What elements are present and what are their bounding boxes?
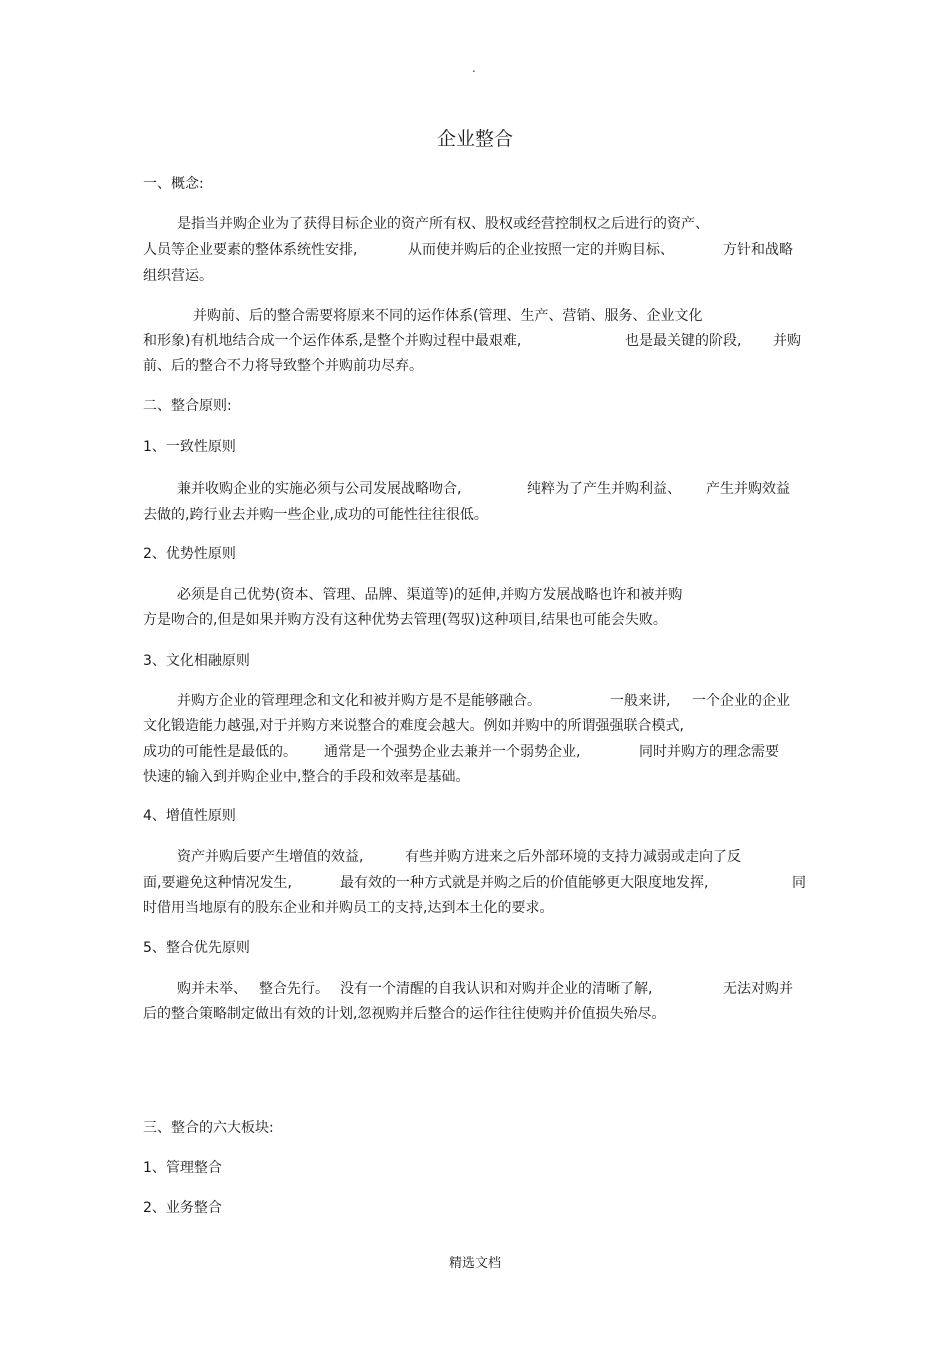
text-run: 有些并购方进来之后外部环境的支持力减弱或走向了反: [405, 849, 741, 865]
text-run: 成功的可能性是最低的。: [143, 744, 297, 760]
text-run: 整合先行。: [259, 981, 329, 997]
text-run: 组织营运。: [143, 268, 213, 284]
text-run: 无法对购并: [723, 981, 793, 997]
principle-heading: 1、一致性原则: [143, 439, 236, 455]
text-run: 后的整合策略制定做出有效的计划,忽视购并后整合的运作往往使购并价值损失殆尽。: [143, 1006, 666, 1022]
page-footer: 精选文档: [448, 1256, 501, 1271]
principle-heading: 4、增值性原则: [143, 808, 236, 824]
text-run: 购并未举、: [177, 981, 247, 997]
text-run: 同: [792, 875, 806, 891]
text-run: 最有效的一种方式就是并购之后的价值能够更大限度地发挥,: [340, 875, 709, 891]
text-run: 兼并收购企业的实施必须与公司发展战略吻合,: [177, 481, 462, 497]
list-item: 2、业务整合: [143, 1200, 222, 1216]
text-run: 是指当并购企业为了获得目标企业的资产所有权、股权或经营控制权之后进行的资产、: [177, 216, 709, 232]
section-heading-six-modules: 三、整合的六大板块:: [143, 1120, 274, 1136]
text-run: 面,要避免这种情况发生,: [143, 875, 292, 891]
text-run: 方针和战略: [723, 242, 793, 258]
text-run: 前、后的整合不力将导致整个并购前功尽弃。: [143, 358, 423, 374]
header-mark: .: [472, 61, 476, 75]
text-run: 没有一个清醒的自我认识和对购并企业的清晰了解,: [340, 981, 653, 997]
text-run: 一般来讲,: [610, 693, 671, 709]
text-run: 文化锻造能力越强,对于并购方来说整合的难度会越大。例如并购中的所谓强强联合模式,: [143, 718, 684, 734]
text-run: 并购: [773, 333, 801, 349]
text-run: 方是吻合的,但是如果并购方没有这种优势去管理(驾驭)这种项目,结果也可能会失败。: [143, 612, 667, 628]
principle-heading: 3、文化相融原则: [143, 653, 250, 669]
text-run: 去做的,跨行业去并购一些企业,成功的可能性往往很低。: [143, 507, 488, 523]
principle-heading: 2、优势性原则: [143, 546, 236, 562]
principle-heading: 5、整合优先原则: [143, 940, 250, 956]
text-run: 和形象)有机地结合成一个运作体系,是整个并购过程中最艰难,: [143, 333, 522, 349]
text-run: 从而使并购后的企业按照一定的并购目标、: [408, 242, 674, 258]
text-run: 必须是自己优势(资本、管理、品牌、渠道等)的延伸,并购方发展战略也许和被并购: [177, 587, 683, 603]
text-run: 并购方企业的管理理念和文化和被并购方是不是能够融合。: [177, 693, 541, 709]
text-run: 一个企业的企业: [692, 693, 790, 709]
section-heading-concept: 一、概念:: [143, 176, 204, 192]
text-run: 通常是一个强势企业去兼并一个弱势企业,: [324, 744, 581, 760]
text-run: 人员等企业要素的整体系统性安排,: [143, 242, 358, 258]
text-run: 时借用当地原有的股东企业和并购员工的支持,达到本土化的要求。: [143, 900, 554, 916]
text-run: 资产并购后要产生增值的效益,: [177, 849, 364, 865]
text-run: 纯粹为了产生并购利益、: [527, 481, 681, 497]
text-run: 也是最关键的阶段,: [625, 333, 742, 349]
page-title: 企业整合: [436, 128, 513, 150]
text-run: 产生并购效益: [706, 481, 790, 497]
section-heading-principles: 二、整合原则:: [143, 398, 232, 414]
text-run: 同时并购方的理念需要: [639, 744, 779, 760]
text-run: 快速的输入到并购企业中,整合的手段和效率是基础。: [143, 769, 470, 785]
text-run: 并购前、后的整合需要将原来不同的运作体系(管理、生产、营销、服务、企业文化: [193, 308, 703, 324]
list-item: 1、管理整合: [143, 1160, 222, 1176]
